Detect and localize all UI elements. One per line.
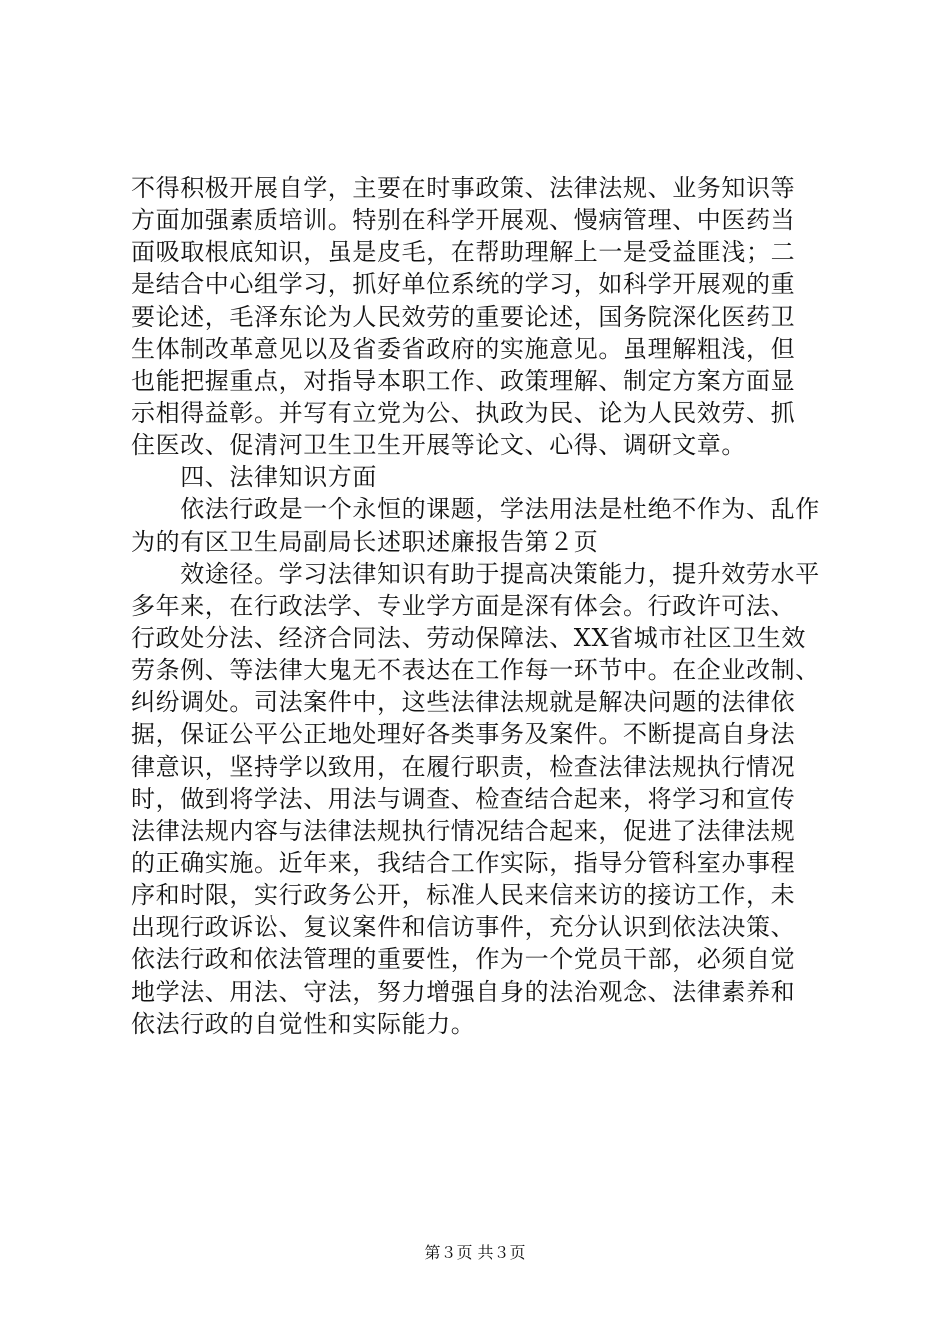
text-line: 依法行政的自觉性和实际能力。 (131, 1009, 476, 1038)
text-line: 面吸取根底知识，虽是皮毛，在帮助理解上一是受益匪浅；二 (131, 238, 796, 267)
text-line: 劳条例、等法律大鬼无不表达在工作每一环节中。在企业改制、 (131, 656, 820, 685)
text-line: 行政处分法、经济合同法、劳动保障法、XX省城市社区卫生效 (131, 623, 806, 652)
text-line: 依法行政是一个永恒的课题，学法用法是杜绝不作为、乱作 (131, 495, 820, 524)
text-line: 为的有区卫生局副局长述职述廉报告第２页 (131, 527, 599, 556)
text-line: 效途径。学习法律知识有助于提高决策能力，提升效劳水平 (131, 559, 820, 588)
page-footer: 第３页 共３页 (424, 1243, 526, 1262)
text-line: 生体制改革意见以及省委省政府的实施意见。虽理解粗浅，但 (131, 334, 796, 363)
text-line: 纠纷调处。司法案件中，这些法律法规就是解决问题的法律依 (131, 688, 796, 717)
text-line: 不得积极开展自学，主要在时事政策、法律法规、业务知识等 (131, 174, 796, 202)
text-line: 时，做到将学法、用法与调查、检查结合起来，将学习和宣传 (131, 784, 796, 813)
text-line: 多年来，在行政法学、专业学方面是深有体会。行政许可法、 (131, 591, 796, 620)
text-line: 的正确实施。近年来，我结合工作实际，指导分管科室办事程 (131, 848, 796, 877)
text-line: 也能把握重点，对指导本职工作、政策理解、制定方案方面显 (131, 366, 796, 395)
text-line: 法律法规内容与法律法规执行情况结合起来，促进了法律法规 (131, 816, 796, 845)
text-line: 据，保证公平公正地处理好各类事务及案件。不断提高自身法 (131, 720, 796, 749)
text-line: 出现行政诉讼、复议案件和信访事件，充分认识到依法决策、 (131, 913, 796, 942)
text-line: 依法行政和依法管理的重要性，作为一个党员干部，必须自觉 (131, 945, 796, 974)
text-line: 序和时限，实行政务公开，标准人民来信来访的接访工作，未 (131, 881, 796, 910)
text-line: 地学法、用法、守法，努力增强自身的法治观念、法律素养和 (131, 977, 796, 1006)
body-text (131, 172, 821, 1040)
text-line: 是结合中心组学习，抓好单位系统的学习，如科学开展观的重 (131, 270, 796, 299)
text-line: 方面加强素质培训。特别在科学开展观、慢病管理、中医药当 (131, 206, 796, 235)
text-line: 住医改、促清河卫生卫生开展等论文、心得、调研文章。 (131, 431, 746, 460)
text-line: 示相得益彰。并写有立党为公、执政为民、论为人民效劳、抓 (131, 398, 796, 427)
text-line: 要论述，毛泽东论为人民效劳的重要论述，国务院深化医药卫 (131, 302, 796, 331)
section-heading: 四、法律知识方面 (131, 463, 377, 492)
text-line: 律意识，坚持学以致用，在履行职责，检查法律法规执行情况 (131, 752, 796, 781)
